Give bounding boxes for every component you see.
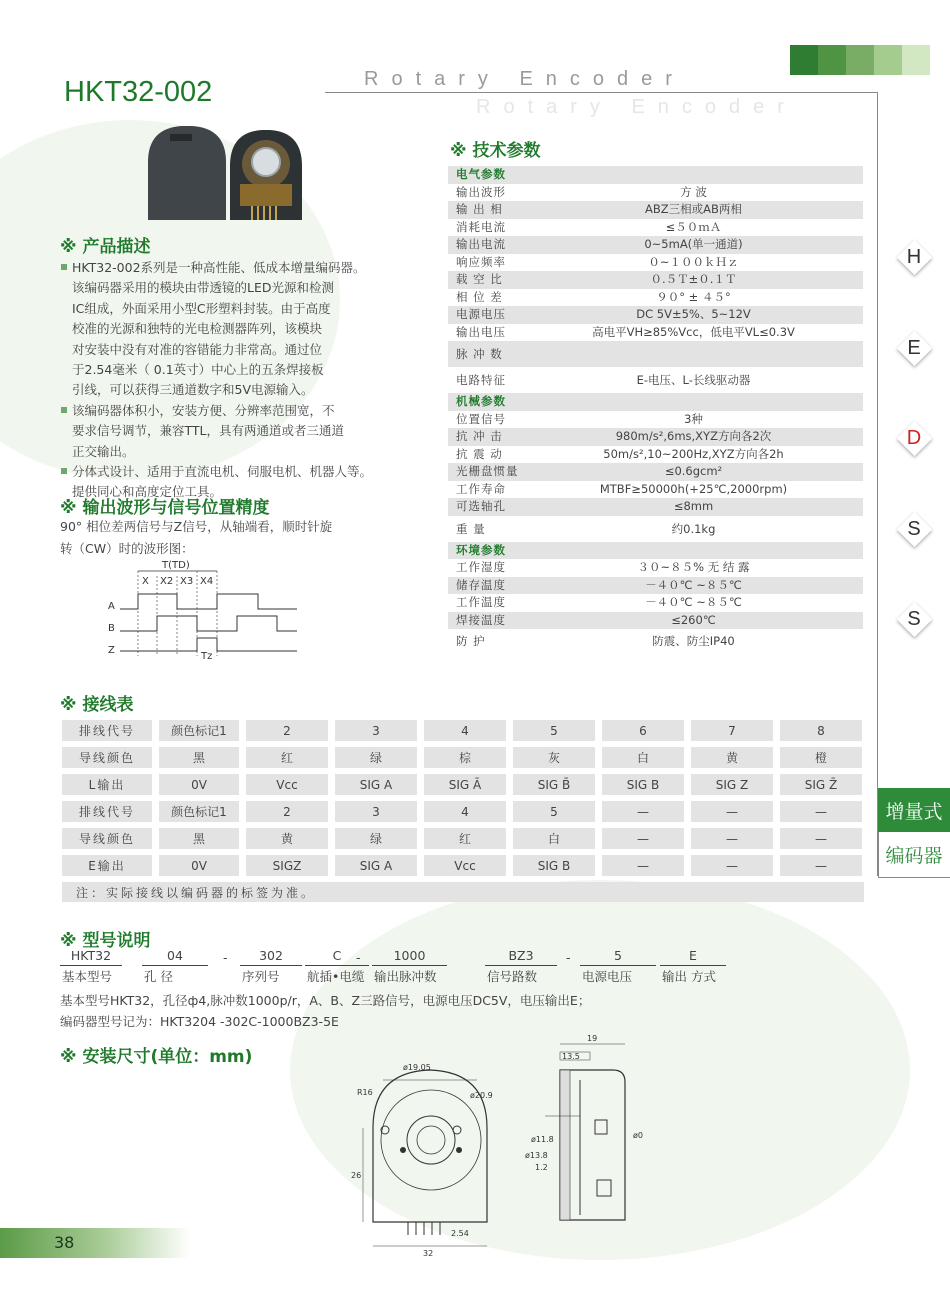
params-row [448,411,863,429]
wiring-cell: 0V [159,774,239,795]
dim-d0: ø0 [633,1131,643,1140]
param-value: ≤0.6gcm² [664,464,723,478]
dim-12: 1.2 [535,1163,548,1172]
waveform-text [60,516,440,560]
side-view-drawing [525,1030,645,1235]
param-value: DC 5V±5%、5~12V [636,307,751,321]
label-z: Z [108,645,115,656]
dim-32: 32 [423,1249,434,1258]
param-value: 高电平VH≥85%Vcc，低电平VL≤0.3V [592,324,795,339]
dim-d209: ø20.9 [470,1091,493,1100]
dim-254: 2.54 [451,1229,469,1238]
dim-r16: R16 [357,1088,373,1097]
params-row [448,341,863,367]
param-value: ３０~８５% 无 结 露 [637,560,750,574]
params-row [448,184,863,202]
param-value: 防震、防尘IP40 [652,634,735,648]
model-code-part: C [332,948,342,963]
param-value: E-电压、L-长线驱动器 [636,373,751,387]
description-text [60,258,430,503]
wiring-cell: SIG A [335,855,417,876]
wiring-cell: 2 [246,801,328,822]
model-dash: - [566,950,571,965]
model-note-line: 编码器型号记为：HKT3204 -302C-1000BZ3-5E [60,1014,339,1029]
params-row [448,324,863,342]
wiring-cell: 6 [602,720,684,741]
desc-line: 该编码器体积小，安装方便、分辨率范围宽，不 [60,401,430,421]
product-photo [140,122,310,222]
model-part-label: 输出 方式 [662,969,716,984]
params-row [448,201,863,219]
label-td: T(TD) [162,560,190,571]
section-heading-model: ※ 型号说明 [60,931,151,951]
desc-line: IC组成，外面采用小型C形塑料封装。由于高度 [72,300,331,316]
param-value: －４０℃ ~８５℃ [645,595,742,609]
wiring-cell: 5 [513,720,595,741]
params-row [448,219,863,237]
wiring-cell: 黑 [159,828,239,849]
param-key: 响应频率 [456,254,506,269]
model-code-part: 302 [259,948,283,963]
wiring-cell: 黄 [691,747,773,768]
param-value: ≤260℃ [671,612,716,627]
wiring-cell: — [602,801,684,822]
wiring-cell: — [780,828,862,849]
param-key: 机械参数 [456,394,506,408]
params-table [448,166,863,651]
params-row [448,271,863,289]
page-number: 38 [54,1233,75,1252]
param-key: 工作寿命 [456,481,506,496]
side-nav-item-s2[interactable] [895,600,933,638]
wiring-cell: SIG Z [691,774,773,795]
page-number-band [0,1228,190,1258]
params-row [448,481,863,499]
param-value [524,393,863,411]
param-key: 电路特征 [456,373,506,387]
param-value: 50m/s²,10~200Hz,XYZ方向各2h [603,446,784,461]
wiring-cell: 0V [159,855,239,876]
model-note-line: 基本型号HKT32，孔径ф4,脉冲数1000p/r，A、B、Z三路信号，电源电压DC5V，电压输出E； [60,993,591,1008]
label-x3: X3 [180,576,194,587]
wiring-row [62,774,864,795]
wiring-cell: 灰 [513,747,595,768]
wiring-cell: — [691,828,773,849]
waveform-diagram [100,556,310,671]
wiring-row [62,855,864,876]
page-title: HKT32-002 [64,76,213,108]
param-value: 约0.1kg [671,521,716,536]
header-color-blocks [790,45,930,75]
model-note [60,990,590,1032]
wiring-cell: — [602,855,684,876]
wiring-cell: 绿 [335,747,417,768]
wiring-row [62,720,864,741]
page-subtitle-shadow: Rotary Encoder [476,96,797,118]
wiring-cell: 黄 [246,828,328,849]
param-value [524,166,863,184]
param-value: 0~5mA(单一通道) [644,237,743,251]
waveform-text-line: 90° 相位差两信号与Z信号，从轴端看，顺时针旋 [60,519,333,534]
model-underline [580,965,656,966]
model-code-part: 5 [614,948,622,963]
params-row [448,577,863,595]
model-part-label: 航插•电缆 [307,969,365,984]
params-row [448,428,863,446]
param-key: 工作温度 [456,595,506,609]
model-underline [372,965,447,966]
param-value: 980m/s²,6ms,XYZ方向各2次 [615,429,772,443]
model-part-label: 孔 径 [144,969,173,984]
model-part-label: 序列号 [242,969,280,984]
section-heading-waveform: ※ 输出波形与信号位置精度 [60,498,270,518]
section-heading-params: ※ 技术参数 [450,141,541,161]
param-value: MTBF≥50000h(+25℃,2000rpm) [599,481,788,496]
wiring-cell: 白 [602,747,684,768]
wiring-row-label: L输出 [62,774,152,795]
header-rule [325,92,878,93]
param-value: ≤５０ｍＡ [665,219,722,234]
model-breakdown [60,948,840,988]
params-row [448,633,863,651]
wiring-cell: SIG B [602,774,684,795]
wiring-cell: 4 [424,720,506,741]
param-key: 输出电压 [456,324,506,339]
params-row [448,254,863,272]
side-nav-item-d[interactable] [895,419,933,457]
model-part-label: 输出脉冲数 [374,969,437,984]
model-underline [485,965,557,966]
dim-26: 26 [351,1171,362,1180]
param-value: 3种 [684,411,703,426]
model-part-label: 基本型号 [62,969,113,984]
wiring-cell: 红 [246,747,328,768]
param-key: 抗 冲 击 [456,429,503,443]
param-value: ０~１００ｋＨｚ [648,254,739,269]
wiring-note: 注：实际接线以编码器的标签为准。 [62,882,864,902]
model-dash: - [223,950,228,965]
wiring-cell: SIG Z̄ [780,774,862,795]
param-key: 可选轴孔 [456,499,506,513]
side-tab-incremental[interactable]: 增量式 [878,788,950,832]
wiring-cell: SIG Ā [424,774,506,795]
param-value: ≤8mm [673,499,714,513]
param-value [524,542,863,560]
model-underline [305,965,369,966]
wiring-cell: — [691,855,773,876]
desc-line: 该编码器采用的模块由带透镜的LED光源和检测 [72,280,334,296]
wiring-cell: SIG B̄ [513,774,595,795]
wiring-cell: 绿 [335,828,417,849]
param-key: 位置信号 [456,411,506,426]
model-part-label: 电源电压 [582,969,633,984]
param-value: ９０° ± ４５° [656,289,731,304]
wiring-cell: Vcc [424,855,506,876]
wiring-cell: 3 [335,720,417,741]
model-underline [660,965,726,966]
side-nav-letter: S [907,517,921,540]
dim-d118: ø11.8 [531,1135,554,1144]
params-row [448,463,863,481]
wiring-cell: 5 [513,801,595,822]
model-code-part: E [689,948,697,963]
param-value [524,341,863,367]
label-x2: X2 [160,576,174,587]
param-value: 方 波 [680,184,707,199]
desc-line: 提供同心和高度定位工具。 [72,484,223,500]
side-nav-letter: S [907,607,921,630]
dim-d138: ø13.8 [525,1151,548,1160]
params-group-heading [448,166,863,184]
param-value: －４０℃ ~８５℃ [645,577,742,592]
wiring-row-label: 导线颜色 [62,747,152,768]
param-key: 载 空 比 [456,272,503,286]
right-rule [877,92,878,876]
side-tab-encoder[interactable]: 编码器 [885,844,943,867]
params-group-heading [448,393,863,411]
param-key: 输出电流 [456,237,506,251]
waveform-text-line: 转（CW）时的波形图： [60,541,194,556]
desc-line: 于2.54毫米（ 0.1英寸）中心上的五条焊接板 [72,362,324,378]
desc-line: 对安装中没有对准的容错能力非常高。通过位 [72,341,323,357]
wiring-cell: — [780,801,862,822]
model-code-part: BZ3 [508,948,534,963]
wiring-cell: Vcc [246,774,328,795]
model-code-part: HKT32 [70,948,112,963]
wiring-cell: 2 [246,720,328,741]
param-key: 防 护 [456,634,486,648]
color-block [846,45,874,75]
param-key: 光栅盘惯量 [456,464,519,478]
params-row [448,367,863,393]
wiring-cell: 3 [335,801,417,822]
label-tz: Tz [201,651,213,662]
label-x: X [142,576,149,587]
wiring-cell: — [780,855,862,876]
side-nav-item-h[interactable] [895,238,933,276]
param-key: 电源电压 [456,307,506,321]
model-underline [142,965,208,966]
wiring-row-label: 排线代号 [62,801,152,822]
wiring-table [62,720,864,882]
params-row [448,559,863,577]
param-key: 焊接温度 [456,612,506,627]
wiring-cell: SIG A [335,774,417,795]
param-key: 环境参数 [456,542,506,557]
dim-19: 19 [587,1034,598,1043]
model-code-part: 1000 [393,948,426,963]
param-key: 储存温度 [456,577,506,592]
wiring-cell: 橙 [780,747,862,768]
wiring-cell: 7 [691,720,773,741]
wiring-row-label: E输出 [62,855,152,876]
desc-line: 校准的光源和独特的光电检测器阵列，该模块 [72,321,323,337]
color-block [818,45,846,75]
side-nav-letter-active: D [906,426,922,449]
wiring-row-label: 排线代号 [62,720,152,741]
param-key: 输出波形 [456,184,506,199]
side-nav-letter: H [906,245,922,268]
wiring-cell: 颜色标记1 [159,801,239,822]
color-block [902,45,930,75]
desc-line: 正交输出。 [72,443,135,459]
dim-135: 13.5 [562,1052,580,1061]
params-row [448,446,863,464]
param-value: ABZ三相或AB两相 [645,202,742,216]
page-subtitle: Rotary Encoder [364,68,685,90]
model-underline [60,965,122,966]
section-heading-description: ※ 产品描述 [60,237,151,257]
label-a: A [108,601,115,612]
side-nav-item-e[interactable] [895,329,933,367]
params-row [448,289,863,307]
param-key: 脉 冲 数 [456,347,503,361]
color-block [874,45,902,75]
wiring-cell: SIG B [513,855,595,876]
section-heading-wiring: ※ 接线表 [60,695,134,715]
desc-line: 分体式设计、适用于直流电机、伺服电机、机器人等。 [60,462,430,482]
param-key: 相 位 差 [456,289,503,304]
side-nav-item-s1[interactable] [895,510,933,548]
dim-d1905: ø19.05 [403,1063,431,1072]
model-dash: - [356,950,361,965]
wiring-cell: 8 [780,720,862,741]
wiring-cell: 白 [513,828,595,849]
params-row [448,498,863,516]
params-group-heading [448,542,863,560]
params-row [448,594,863,612]
param-key: 抗 震 动 [456,446,503,461]
desc-line: HKT32-002系列是一种高性能、低成本增量编码器。 [60,258,430,278]
param-key: 输 出 相 [456,202,503,216]
wiring-cell: 红 [424,828,506,849]
params-row [448,306,863,324]
side-nav-letter: E [907,336,921,359]
desc-line: 引线，可以获得三通道数字和5V电源输入。 [72,382,314,398]
desc-line: 要求信号调节，兼容TTL，具有两通道或者三通道 [72,423,345,439]
param-key: 工作湿度 [456,560,506,574]
wiring-cell: 4 [424,801,506,822]
wiring-cell: — [602,828,684,849]
model-code-part: 04 [167,948,183,963]
wiring-row-label: 导线颜色 [62,828,152,849]
label-b: B [108,623,115,634]
label-x4: X4 [200,576,214,587]
param-key: 电气参数 [456,167,506,181]
front-view-drawing [345,1050,495,1260]
wiring-cell: — [691,801,773,822]
wiring-row [62,801,864,822]
params-row [448,612,863,630]
params-row [448,236,863,254]
param-value: ０.５Ｔ±０.１Ｔ [650,272,737,286]
section-heading-dimensions: ※ 安装尺寸(单位：mm) [60,1047,253,1067]
wiring-cell: 黑 [159,747,239,768]
wiring-cell: SIGZ [246,855,328,876]
wiring-row [62,747,864,768]
wiring-cell: 棕 [424,747,506,768]
wiring-cell: 颜色标记1 [159,720,239,741]
param-key: 重 量 [456,521,486,536]
params-row [448,516,863,542]
color-block [790,45,818,75]
model-underline [240,965,302,966]
param-key: 消耗电流 [456,219,506,234]
wiring-row [62,828,864,849]
model-part-label: 信号路数 [487,969,538,984]
